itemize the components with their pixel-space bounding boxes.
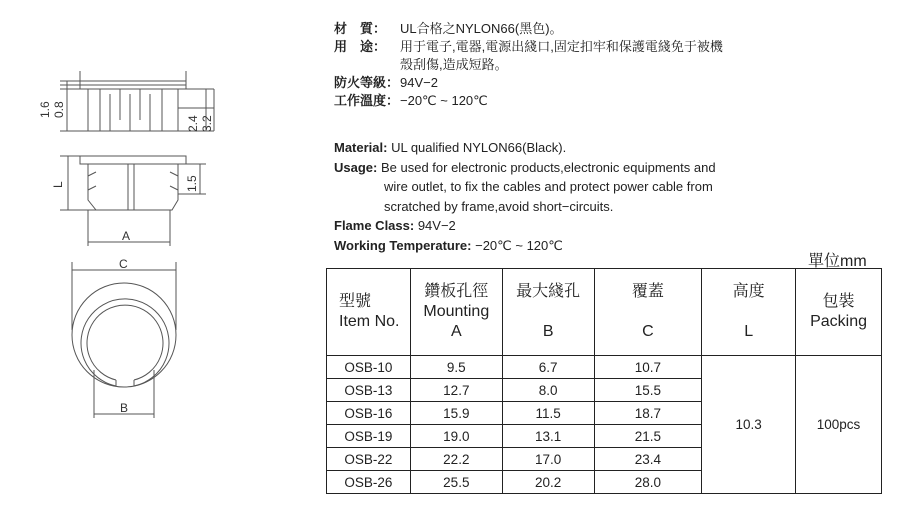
flame-zh-key: 防火等級：	[334, 75, 400, 90]
cell-b: 20.2	[502, 471, 594, 494]
cell-c: 15.5	[594, 379, 702, 402]
header-packing: 包裝 Packing	[796, 269, 882, 356]
material-en-value: UL qualified NYLON66(Black).	[387, 140, 567, 155]
front-view-profile	[60, 156, 206, 246]
cell-item: OSB-13	[327, 379, 411, 402]
cell-c: 21.5	[594, 425, 702, 448]
top-view-ring	[72, 262, 176, 418]
cell-c: 28.0	[594, 471, 702, 494]
unit-label: 單位mm	[808, 253, 867, 270]
usage-zh-value-2: 殼刮傷,造成短路。	[400, 57, 508, 72]
cell-item: OSB-16	[327, 402, 411, 425]
usage-zh-key: 用 途：	[334, 39, 387, 54]
cell-b: 13.1	[502, 425, 594, 448]
technical-drawing	[0, 0, 320, 524]
usage-en-key: Usage:	[334, 159, 378, 175]
material-en-key: Material:	[334, 140, 388, 155]
dim-label-1-6: 1.6	[38, 101, 52, 118]
usage-en-value-3: scratched by frame,avoid short−circuits.	[384, 198, 614, 214]
temp-zh-value: −20℃ ~ 120℃	[400, 93, 488, 108]
dim-label-C: C	[119, 257, 128, 271]
cell-item: OSB-10	[327, 356, 411, 379]
dim-label-A: A	[122, 229, 131, 243]
dim-label-3-2: 3.2	[200, 115, 214, 132]
usage-en-value-2: wire outlet, to fix the cables and protect power cable from	[384, 179, 713, 194]
table-header-row	[327, 269, 882, 356]
cell-a: 12.7	[410, 379, 502, 402]
dim-label-L: L	[51, 181, 65, 188]
header-mounting: 鑽板孔徑 Mounting A	[410, 269, 502, 356]
header-item: 型號 Item No.	[327, 269, 411, 356]
spec-english	[334, 138, 716, 255]
cell-a: 25.5	[410, 471, 502, 494]
dim-label-B: B	[120, 401, 129, 415]
cell-height: 10.3	[702, 356, 796, 494]
material-zh-key: 材 質：	[334, 21, 387, 36]
cell-a: 19.0	[410, 425, 502, 448]
spec-table	[326, 268, 882, 494]
cell-b: 6.7	[502, 356, 594, 379]
usage-en-value-1: Be used for electronic products,electronic equipments and	[377, 159, 716, 175]
dim-label-1-5: 1.5	[185, 175, 199, 192]
cell-c: 10.7	[594, 356, 702, 379]
flame-en-value: 94V−2	[414, 218, 456, 233]
temp-en-key: Working Temperature:	[334, 237, 472, 253]
cell-packing: 100pcs	[796, 356, 882, 494]
cell-c: 18.7	[594, 402, 702, 425]
cell-b: 8.0	[502, 379, 594, 402]
flame-en-key: Flame Class:	[334, 218, 415, 233]
cell-a: 9.5	[410, 356, 502, 379]
spec-chinese	[334, 20, 723, 110]
usage-zh-value-1: 用于電子,電器,電源出綫口,固定扣牢和保護電綫免于被機	[400, 39, 723, 54]
cell-item: OSB-19	[327, 425, 411, 448]
cell-a: 22.2	[410, 448, 502, 471]
dim-label-0-8: 0.8	[52, 101, 66, 118]
temp-zh-key: 工作溫度：	[334, 93, 400, 108]
dim-label-2-4: 2.4	[186, 115, 200, 132]
cell-b: 17.0	[502, 448, 594, 471]
cell-item: OSB-22	[327, 448, 411, 471]
header-cover: 覆蓋 C	[594, 269, 702, 356]
header-height: 高度 L	[702, 269, 796, 356]
header-max-hole: 最大綫孔 B	[502, 269, 594, 356]
temp-en-value: −20℃ ~ 120℃	[471, 237, 563, 253]
cell-c: 23.4	[594, 448, 702, 471]
cell-b: 11.5	[502, 402, 594, 425]
flame-zh-value: 94V−2	[400, 75, 438, 90]
table-row	[327, 356, 882, 379]
material-zh-value: UL合格之NYLON66(黑色)。	[400, 21, 563, 36]
cell-a: 15.9	[410, 402, 502, 425]
cell-item: OSB-26	[327, 471, 411, 494]
